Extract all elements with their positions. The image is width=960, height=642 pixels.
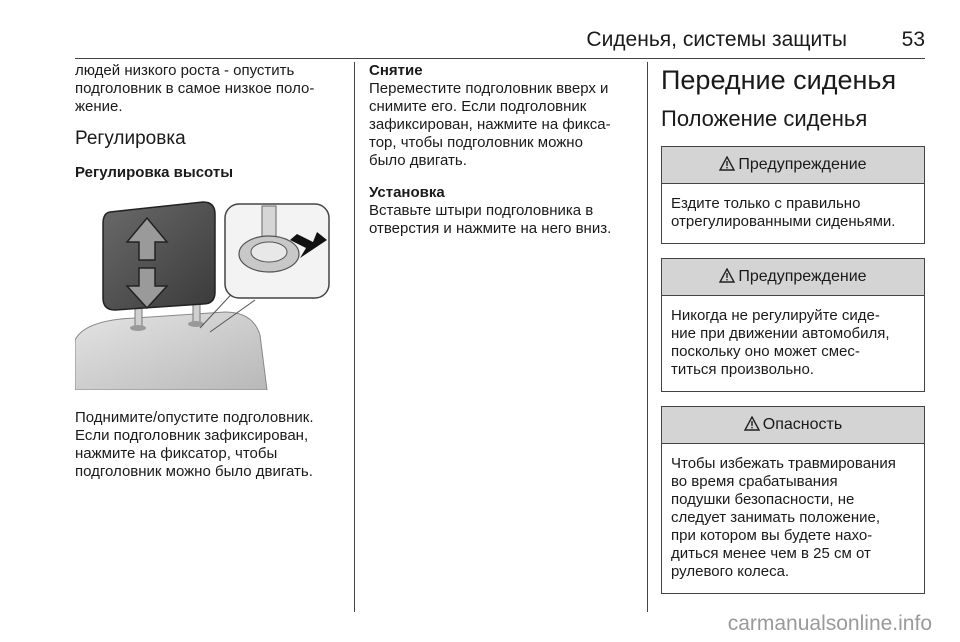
- column-middle: [369, 62, 639, 238]
- box-line: поскольку оно может смес-: [671, 343, 860, 360]
- column-right: [661, 62, 925, 594]
- removal-line: снимите его. Если подголовник: [369, 98, 587, 115]
- box-line: ние при движении автомобиля,: [671, 325, 890, 342]
- danger-box-title: Опасность: [762, 416, 843, 433]
- caption-line: Если подголовник зафиксирован,: [75, 427, 309, 444]
- install-line: Вставьте штыри подголовника в: [369, 202, 594, 219]
- subheading-height: Регулировка высоты: [75, 164, 233, 181]
- seat-position-subtitle: Положение сиденья: [661, 106, 868, 131]
- box-line: подушки безопасности, не: [671, 491, 855, 508]
- page-number: 53: [901, 28, 925, 51]
- box-line: Ездите только с правильно: [671, 195, 861, 212]
- caption-line: Поднимите/опустите подголовник.: [75, 409, 314, 426]
- danger-box-header: [662, 407, 924, 444]
- warning-box-title: Предупреждение: [738, 268, 867, 285]
- warning-triangle-icon: [719, 156, 735, 171]
- removal-line: зафиксирован, нажмите на фикса-: [369, 116, 611, 133]
- box-line: Никогда не регулируйте сиде-: [671, 307, 880, 324]
- caption-line: нажмите на фиксатор, чтобы: [75, 445, 278, 462]
- headrest-illustration: [75, 200, 330, 390]
- install-title: Установка: [369, 184, 445, 201]
- box-line: во время срабатывания: [671, 473, 838, 490]
- warning-box-body: [662, 296, 924, 391]
- warning-box: [661, 146, 925, 244]
- warning-box-header: [662, 259, 924, 296]
- box-line: отрегулированными сиденьями.: [671, 213, 896, 230]
- intro-line: подголовник в самое низкое поло-: [75, 80, 315, 97]
- box-line: диться менее чем в 25 см от: [671, 545, 871, 562]
- warning-box: [661, 258, 925, 392]
- warning-box-header: [662, 147, 924, 184]
- column-left: [75, 62, 345, 481]
- caption-line: подголовник можно было двигать.: [75, 463, 313, 480]
- heading-adjustment: Регулировка: [75, 128, 186, 149]
- install-line: отверстия и нажмите на него вниз.: [369, 220, 612, 237]
- column-divider: [354, 62, 355, 612]
- column-divider: [647, 62, 648, 612]
- danger-box: [661, 406, 925, 594]
- front-seats-title: Передние сиденья: [661, 65, 897, 95]
- box-line: при котором вы будете нахо-: [671, 527, 873, 544]
- watermark: carmanualsonline.info: [727, 612, 932, 635]
- box-line: титься произвольно.: [671, 361, 814, 378]
- warning-box-title: Предупреждение: [738, 156, 867, 173]
- removal-line: тор, чтобы подголовник можно: [369, 134, 583, 151]
- header-rule: [75, 58, 925, 59]
- warning-triangle-icon: [744, 416, 760, 431]
- removal-title: Снятие: [369, 62, 423, 79]
- warning-box-body: [662, 184, 924, 243]
- section-title: Сиденья, системы защиты: [586, 28, 847, 51]
- intro-line: людей низкого роста - опустить: [75, 62, 295, 79]
- removal-line: было двигать.: [369, 152, 467, 169]
- removal-line: Переместите подголовник вверх и: [369, 80, 609, 97]
- page-header: [75, 28, 925, 54]
- warning-triangle-icon: [719, 268, 735, 283]
- intro-line: жение.: [75, 98, 123, 115]
- box-line: следует занимать положение,: [671, 509, 881, 526]
- box-line: Чтобы избежать травмирования: [671, 455, 896, 472]
- danger-box-body: [662, 444, 924, 593]
- box-line: рулевого колеса.: [671, 563, 790, 580]
